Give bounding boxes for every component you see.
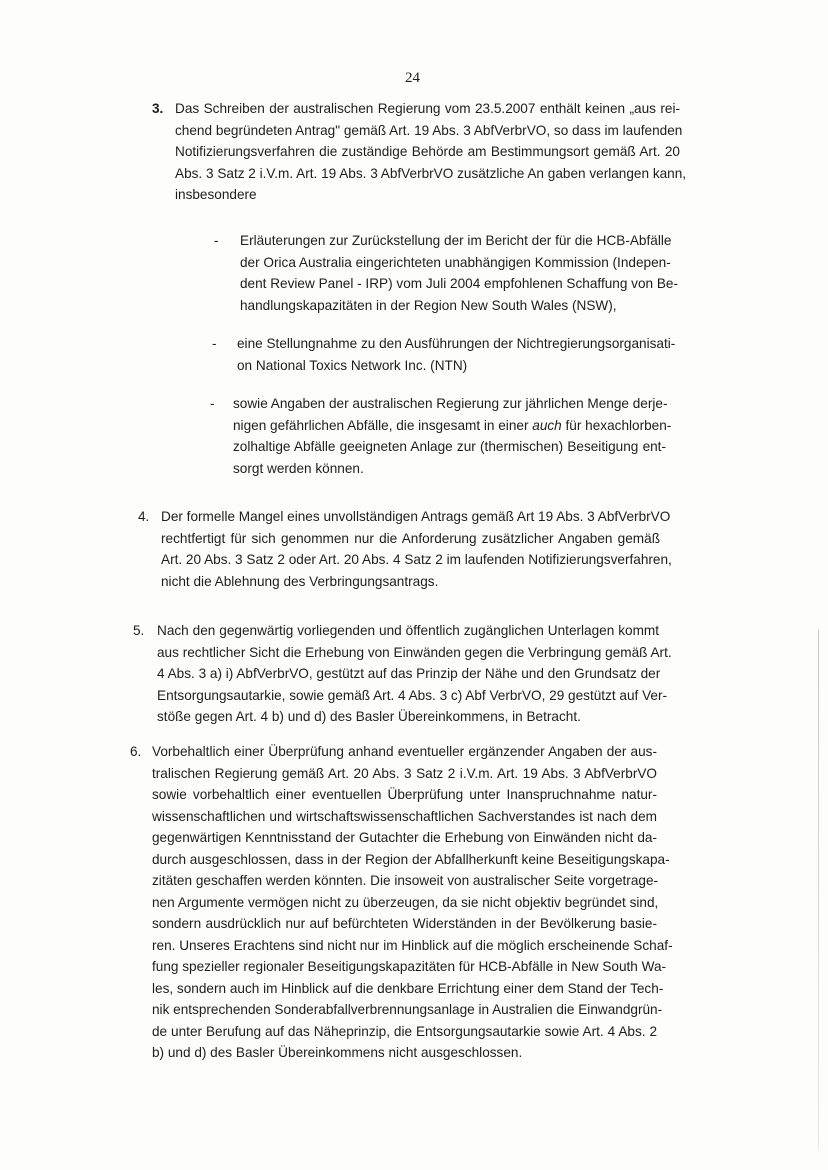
text-line: nen Argumente vermögen nicht zu überzeugen, da sie nicht objektiv begründet sind,: [152, 894, 659, 910]
text-line: fung spezieller regionaler Beseitigungskapazitäten für HCB-Abfälle in New South Wa-: [152, 959, 667, 974]
text-line: insbesondere: [175, 187, 257, 202]
text-line: Notifizierungsverfahren die zuständige Behörde am Bestimmungsort gemäß Art. 20: [175, 144, 680, 159]
text-line: handlungskapazitäten in der Region New South Wales (NSW),: [240, 297, 617, 313]
item-text: [175, 98, 687, 206]
scan-edge-line: [818, 630, 819, 1150]
text-line: sorgt werden können.: [233, 460, 364, 476]
text-line: zolhaltige Abfälle geeigneten Anlage zur (thermischen) Beseitigung ent-: [233, 439, 666, 454]
bullet-dash: -: [214, 233, 219, 248]
text-line: Art. 20 Abs. 3 Satz 2 oder Art. 20 Abs. 4 Satz 2 im laufenden Notifizierungsverfahren,: [161, 552, 672, 567]
text-line: Abs. 3 Satz 2 i.V.m. Art. 19 Abs. 3 AbfVerbrVO zusätzliche An gaben verlangen kann,: [175, 165, 687, 181]
text-line: Nach den gegenwärtig vorliegenden und öffentlich zugänglichen Unterlagen kommt: [157, 623, 659, 638]
text-line: Der formelle Mangel eines unvollständigen Antrags gemäß Art 19 Abs. 3 AbfVerbrVO: [161, 509, 671, 524]
item-number: 4.: [138, 509, 150, 524]
text-line: ren. Unseres Erachtens sind nicht nur im Hinblick auf die möglich erscheinende Schaf-: [152, 937, 673, 953]
text-fragment: nigen gefährlichen Abfälle, die insgesamt in einer: [233, 417, 529, 433]
emphasis-word: auch: [532, 417, 562, 433]
bullet-dash: -: [210, 396, 215, 411]
text-line: wissenschaftlichen und wirtschaftswissenschaftlichen Sachverstandes ist nach dem: [152, 808, 657, 824]
text-line: on National Toxics Network Inc. (NTN): [237, 357, 468, 373]
text-line: Das Schreiben der australischen Regierung vom 23.5.2007 enthält keinen „aus rei-: [175, 101, 680, 116]
text-line: chend begründeten Antrag" gemäß Art. 19 Abs. 3 AbfVerbrVO, so dass im laufenden: [175, 122, 683, 138]
text-line: sowie vorbehaltlich einer eventuellen Überprüfung unter Inanspruchnahme natur-: [152, 787, 657, 802]
item-text: [157, 620, 672, 728]
bullet-text: [233, 393, 672, 479]
text-line: Vorbehaltlich einer Überprüfung anhand eventueller ergänzender Angaben der aus-: [152, 744, 657, 759]
text-line: rechtfertigt für sich genommen nur die Anforderung zusätzlicher Angaben gemäß: [161, 530, 660, 546]
text-line: aus rechtlicher Sicht die Erhebung von Einwänden gegen die Verbringung gemäß Art.: [157, 644, 672, 660]
text-line: gegenwärtigen Kenntnisstand der Gutachter die Erhebung von Einwänden nicht da-: [152, 830, 657, 845]
item-number: 5.: [133, 623, 145, 638]
text-line: b) und d) des Basler Übereinkommens nicht ausgeschlossen.: [152, 1045, 523, 1060]
text-line: sondern ausdrücklich nur auf befürchteten Widerständen in der Bevölkerung basie-: [152, 916, 657, 931]
text-line: tralischen Regierung gemäß Art. 20 Abs. 3 Satz 2 i.V.m. Art. 19 Abs. 3 AbfVerbrVO: [152, 765, 657, 781]
bullet-dash: -: [212, 336, 217, 351]
text-fragment: für hexachlorben-: [565, 417, 672, 433]
text-line: nik entsprechenden Sonderabfallverbrennungsanlage in Australien die Einwandgrün-: [152, 1002, 663, 1017]
item-number: 3.: [152, 101, 164, 116]
text-line: nicht die Ablehnung des Verbringungsantrags.: [161, 573, 439, 589]
text-line: dent Review Panel - IRP) vom Juli 2004 empfohlenen Schaffung von Be-: [240, 276, 679, 291]
bullet-text: [240, 230, 679, 316]
item-text: [152, 741, 673, 1064]
text-line-with-emphasis: [233, 415, 672, 437]
page-number: 24: [405, 70, 420, 86]
text-line: sowie Angaben der australischen Regierung zur jährlichen Menge derje-: [233, 396, 668, 411]
text-line: eine Stellungnahme zu den Ausführungen der Nichtregierungsorganisati-: [237, 336, 676, 351]
text-line: Entsorgungsautarkie, sowie gemäß Art. 4 Abs. 3 c) Abf VerbrVO, 29 gestützt auf Ver-: [157, 687, 668, 703]
text-line: der Orica Australia eingerichteten unabhängigen Kommission (Indepen-: [240, 254, 671, 270]
text-line: stöße gegen Art. 4 b) und d) des Basler Übereinkommens, in Betracht.: [157, 709, 581, 724]
text-line: les, sondern auch im Hinblick auf die denkbare Errichtung einer dem Stand der Tech-: [152, 980, 664, 996]
text-line: de unter Berufung auf das Näheprinzip, die Entsorgungsautarkie sowie Art. 4 Abs. 2: [152, 1023, 657, 1039]
item-text: [161, 506, 672, 592]
text-line: 4 Abs. 3 a) i) AbfVerbrVO, gestützt auf das Prinzip der Nähe und den Grundsatz der: [157, 666, 661, 681]
text-line: Erläuterungen zur Zurückstellung der im Bericht der für die HCB-Abfälle: [240, 233, 672, 248]
item-number: 6.: [130, 744, 142, 759]
text-line: zitäten geschaffen werden könnten. Die insoweit von australischer Seite vorgetrage-: [152, 873, 659, 888]
text-line: durch ausgeschlossen, dass in der Region der Abfallherkunft keine Beseitigungskapa-: [152, 851, 670, 867]
bullet-text: [237, 333, 676, 376]
